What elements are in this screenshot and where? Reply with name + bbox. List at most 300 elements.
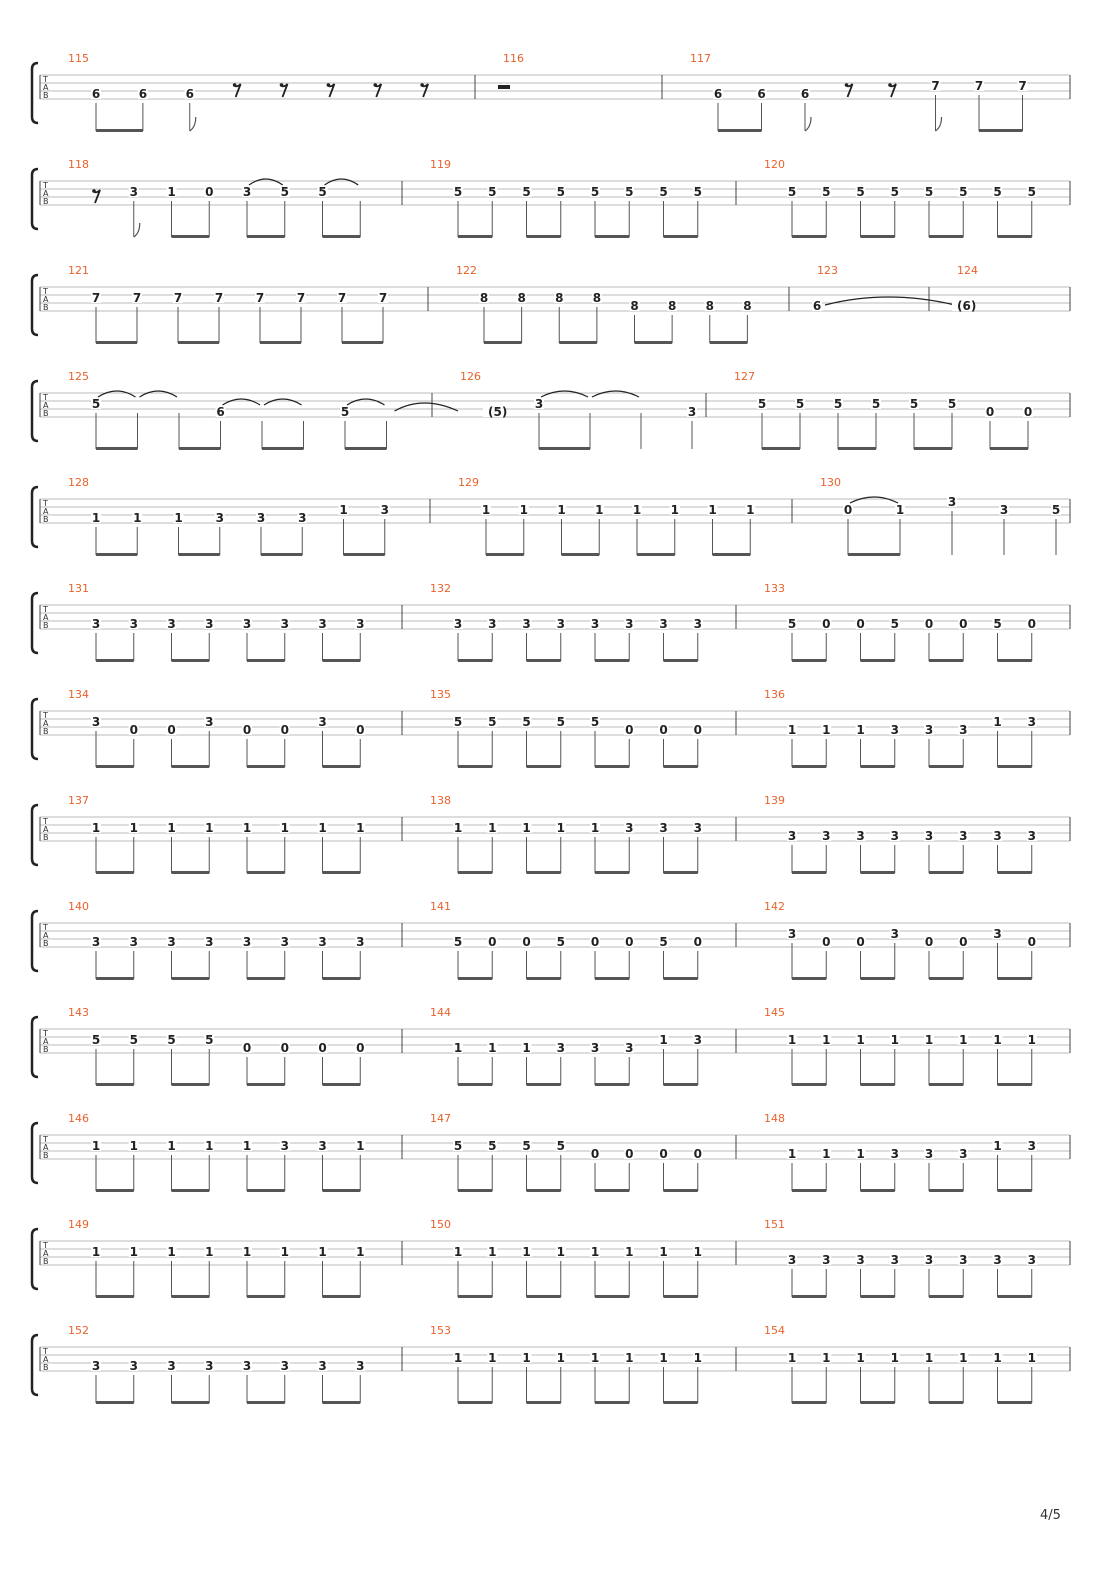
note-beam [323, 659, 361, 662]
system-bracket [32, 1335, 38, 1395]
fret-number: 0 [205, 185, 214, 199]
note-beam [861, 235, 895, 238]
measure-number: 151 [764, 1218, 785, 1231]
fret-number: 5 [924, 185, 934, 199]
tab-clef-letter: B [43, 621, 49, 630]
fret-number: 5 [693, 185, 702, 199]
fret-number: 1 [167, 185, 176, 199]
fret-number: 1 [693, 1245, 702, 1259]
measure-number: 117 [690, 52, 711, 65]
note-beam [595, 1295, 629, 1298]
measure-number: 145 [764, 1006, 785, 1019]
fret-number: 5 [659, 935, 668, 949]
note-beam [261, 553, 302, 556]
fret-number: 3 [924, 1253, 934, 1267]
system-bracket [32, 805, 38, 865]
fret-number: 5 [453, 935, 463, 949]
note-beam [486, 553, 524, 556]
fret-number: 1 [280, 821, 289, 835]
note-beam [664, 765, 698, 768]
measure-number: 125 [68, 370, 89, 383]
tab-clef-letter: B [43, 833, 49, 842]
note-beam [792, 659, 826, 662]
fret-number: 1 [91, 511, 101, 525]
fret-number: 5 [757, 397, 767, 411]
tie-arc [264, 399, 302, 405]
note-beam [247, 659, 285, 662]
fret-number: 3 [129, 935, 138, 949]
fret-number: 3 [822, 1253, 831, 1267]
fret-number: 3 [625, 821, 634, 835]
fret-number: 1 [625, 1245, 634, 1259]
fret-number: 5 [205, 1033, 214, 1047]
note-beam [260, 341, 301, 344]
fret-number: 5 [340, 405, 350, 419]
fret-number: 1 [129, 1139, 138, 1153]
note-beam [595, 1401, 629, 1404]
measure-number: 135 [430, 688, 451, 701]
measure-number: 129 [458, 476, 479, 489]
fret-number: 3 [993, 1253, 1002, 1267]
fret-number: 0 [985, 405, 995, 419]
note-beam [323, 1401, 361, 1404]
note-beam [718, 129, 762, 132]
fret-number: 1 [522, 1245, 531, 1259]
tie-arc [850, 497, 898, 503]
fret-number: 3 [453, 617, 463, 631]
measure-number: 131 [68, 582, 89, 595]
fret-number: 1 [993, 1033, 1002, 1047]
fret-number: 3 [1027, 829, 1036, 843]
measure-number: 153 [430, 1324, 451, 1337]
note-beam [172, 235, 210, 238]
fret-number: 3 [91, 935, 101, 949]
fret-number: 1 [632, 503, 642, 517]
fret-number: 1 [205, 1139, 214, 1153]
fret-number: 3 [318, 715, 327, 729]
tie-arc [347, 399, 385, 405]
fret-number: 3 [205, 935, 214, 949]
tab-system [32, 1006, 1070, 1086]
fret-number: 1 [133, 511, 142, 525]
fret-number: 3 [590, 617, 600, 631]
measure-number: 128 [68, 476, 89, 489]
fret-number: 6 [138, 87, 148, 101]
note-beam [792, 1083, 826, 1086]
note-beam [96, 447, 138, 450]
fret-number: 0 [129, 723, 138, 737]
fret-number: 1 [787, 1033, 797, 1047]
fret-number: 8 [479, 291, 489, 305]
measure-number: 150 [430, 1218, 451, 1231]
system-bracket [32, 911, 38, 971]
tie-arc [541, 391, 588, 397]
tab-system [32, 158, 1070, 238]
fret-number: 3 [356, 617, 365, 631]
note-beam [96, 129, 143, 132]
fret-number: 8 [517, 291, 526, 305]
fret-number: 1 [488, 1351, 497, 1365]
fret-number: 1 [746, 503, 755, 517]
fret-number: 1 [659, 1245, 668, 1259]
measure-number: 146 [68, 1112, 89, 1125]
fret-number: 0 [959, 617, 968, 631]
note-beam [929, 1083, 963, 1086]
rest-dot [280, 83, 284, 87]
measure-number: 122 [456, 264, 477, 277]
fret-number: 1 [659, 1351, 668, 1365]
tab-clef-letter: T [43, 1241, 48, 1250]
tie-arc [395, 403, 459, 411]
measure-number: 132 [430, 582, 451, 595]
note-beam [559, 341, 597, 344]
fret-number: 3 [890, 1147, 899, 1161]
fret-number: 8 [705, 299, 714, 313]
tie-arc [592, 391, 639, 397]
note-beam [96, 977, 134, 980]
fret-number: 3 [1027, 715, 1036, 729]
note-flag [936, 117, 942, 131]
fret-number: 1 [959, 1351, 968, 1365]
tab-system [32, 794, 1070, 874]
fret-number: 0 [488, 935, 497, 949]
note-beam [792, 765, 826, 768]
fret-number: 1 [356, 1245, 365, 1259]
fret-number: 6 [800, 87, 810, 101]
measure-number: 142 [764, 900, 785, 913]
fret-number: 3 [91, 1359, 101, 1373]
note-beam [710, 341, 748, 344]
fret-number: 3 [280, 1359, 289, 1373]
note-beam [458, 1401, 492, 1404]
fret-number: 3 [129, 617, 138, 631]
note-beam [998, 1189, 1032, 1192]
tab-clef-letter: T [43, 1135, 48, 1144]
note-beam [929, 871, 963, 874]
measure-number: 134 [68, 688, 89, 701]
note-beam [527, 659, 561, 662]
rest-dot [888, 83, 892, 87]
fret-number: 1 [959, 1033, 968, 1047]
fret-number: 5 [1051, 503, 1061, 517]
fret-number: 1 [453, 821, 463, 835]
note-beam [861, 659, 895, 662]
note-beam [664, 1189, 698, 1192]
fret-number: (5) [488, 405, 508, 419]
fret-number: 7 [974, 79, 984, 93]
note-beam [861, 1401, 895, 1404]
tab-clef-letter: B [43, 1363, 49, 1372]
tab-clef-letter: A [43, 507, 49, 516]
system-bracket [32, 1017, 38, 1077]
rest-dot [845, 83, 849, 87]
fret-number: 0 [242, 1041, 252, 1055]
fret-number: 1 [822, 1147, 831, 1161]
note-beam [527, 235, 561, 238]
measure-number: 138 [430, 794, 451, 807]
fret-number: 5 [167, 1033, 176, 1047]
fret-number: 3 [890, 829, 899, 843]
fret-number: 3 [1027, 1253, 1036, 1267]
fret-number: 3 [924, 1147, 934, 1161]
fret-number: 0 [1023, 405, 1033, 419]
fret-number: 5 [522, 185, 531, 199]
measure-number: 136 [764, 688, 785, 701]
fret-number: 3 [659, 821, 668, 835]
fret-number: 3 [167, 935, 176, 949]
fret-number: 0 [659, 723, 668, 737]
fret-number: 1 [856, 1147, 865, 1161]
rest-dot [420, 83, 424, 87]
fret-number: 1 [174, 511, 183, 525]
fret-number: 3 [91, 617, 101, 631]
note-beam [848, 553, 900, 556]
fret-number: 3 [590, 1041, 600, 1055]
fret-number: 0 [822, 617, 831, 631]
fret-number: 0 [1027, 617, 1036, 631]
fret-number: 5 [522, 715, 531, 729]
measure-number: 152 [68, 1324, 89, 1337]
note-beam [345, 447, 387, 450]
note-beam [247, 235, 285, 238]
note-beam [792, 1189, 826, 1192]
note-beam [595, 765, 629, 768]
fret-number: 3 [380, 503, 389, 517]
fret-number: 0 [822, 935, 831, 949]
fret-number: 1 [924, 1351, 934, 1365]
fret-number: 5 [556, 935, 565, 949]
note-beam [96, 1401, 134, 1404]
note-beam [527, 1401, 561, 1404]
fret-number: 7 [214, 291, 224, 305]
fret-number: 3 [167, 1359, 176, 1373]
fret-number: 5 [947, 397, 957, 411]
fret-number: 5 [129, 1033, 138, 1047]
fret-number: 3 [999, 503, 1009, 517]
fret-number: 5 [318, 185, 327, 199]
measure-number: 140 [68, 900, 89, 913]
fret-number: 3 [129, 185, 138, 199]
system-bracket [32, 275, 38, 335]
fret-number: 3 [205, 715, 214, 729]
fret-number: 3 [280, 935, 289, 949]
measure-number: 144 [430, 1006, 451, 1019]
tab-clef-letter: A [43, 189, 49, 198]
fret-number: 3 [167, 617, 176, 631]
note-beam [664, 235, 698, 238]
fret-number: 1 [129, 821, 138, 835]
note-beam [998, 871, 1032, 874]
fret-number: 1 [318, 821, 327, 835]
measure-number: 118 [68, 158, 89, 171]
system-bracket [32, 63, 38, 123]
tab-clef-letter: T [43, 923, 48, 932]
note-beam [458, 765, 492, 768]
tab-clef-letter: T [43, 181, 48, 190]
fret-number: 1 [91, 1139, 101, 1153]
fret-number: 1 [280, 1245, 289, 1259]
fret-number: 3 [215, 511, 224, 525]
note-beam [929, 235, 963, 238]
tab-clef-letter: B [43, 197, 49, 206]
fret-number: 1 [659, 1033, 668, 1047]
fret-number: 5 [488, 185, 497, 199]
fret-number: 8 [630, 299, 639, 313]
note-beam [179, 447, 221, 450]
tie-arc [98, 391, 136, 397]
fret-number: 5 [659, 185, 668, 199]
fret-number: 3 [556, 1041, 565, 1055]
fret-number: 5 [625, 185, 634, 199]
fret-number: 1 [488, 821, 497, 835]
tab-clef-letter: A [43, 1355, 49, 1364]
fret-number: 0 [959, 935, 968, 949]
fret-number: 1 [522, 1351, 531, 1365]
fret-number: 1 [481, 503, 491, 517]
fret-number: 6 [216, 405, 225, 419]
note-beam [861, 871, 895, 874]
note-beam [172, 1083, 210, 1086]
fret-number: 5 [488, 715, 497, 729]
measure-number: 154 [764, 1324, 785, 1337]
fret-number: 3 [856, 1253, 865, 1267]
tab-clef-letter: T [43, 393, 48, 402]
tab-clef-letter: A [43, 931, 49, 940]
fret-number: 3 [298, 511, 307, 525]
measure-number: 119 [430, 158, 451, 171]
fret-number: 3 [625, 1041, 634, 1055]
fret-number: 3 [205, 1359, 214, 1373]
note-beam [172, 871, 210, 874]
fret-number: 0 [924, 617, 934, 631]
fret-number: 3 [534, 397, 544, 411]
note-beam [179, 553, 220, 556]
note-beam [861, 1295, 895, 1298]
fret-number: 0 [167, 723, 176, 737]
tab-system [32, 1324, 1070, 1404]
fret-number: 1 [856, 723, 865, 737]
tab-clef-letter: B [43, 515, 49, 524]
measure-number: 121 [68, 264, 89, 277]
note-beam [484, 341, 522, 344]
note-beam [172, 765, 210, 768]
fret-number: 1 [595, 503, 604, 517]
tab-system [32, 582, 1070, 662]
fret-number: 5 [795, 397, 805, 411]
note-beam [96, 765, 134, 768]
fret-number: 5 [909, 397, 919, 411]
note-beam [96, 341, 137, 344]
note-beam [96, 1189, 134, 1192]
note-beam [247, 1189, 285, 1192]
fret-number: 0 [625, 723, 634, 737]
fret-number: 3 [693, 1033, 702, 1047]
note-beam [323, 765, 361, 768]
note-beam [262, 447, 304, 450]
fret-number: 1 [556, 1245, 565, 1259]
fret-number: 0 [856, 617, 865, 631]
system-bracket [32, 1229, 38, 1289]
fret-number: 3 [947, 495, 957, 509]
fret-number: 5 [453, 715, 463, 729]
note-beam [664, 871, 698, 874]
fret-number: 0 [625, 935, 634, 949]
fret-number: 3 [488, 617, 497, 631]
note-beam [713, 553, 751, 556]
fret-number: 1 [167, 1139, 176, 1153]
fret-number: 0 [625, 1147, 634, 1161]
note-beam [458, 1083, 492, 1086]
tab-system [32, 900, 1070, 980]
fret-number: 3 [959, 1147, 968, 1161]
fret-number: 5 [522, 1139, 531, 1153]
fret-number: 1 [453, 1245, 463, 1259]
fret-number: 0 [659, 1147, 668, 1161]
note-beam [998, 765, 1032, 768]
note-beam [458, 1295, 492, 1298]
tab-system [32, 1218, 1070, 1298]
measure-number: 120 [764, 158, 785, 171]
note-beam [458, 977, 492, 980]
note-beam [458, 235, 492, 238]
note-flag [134, 223, 140, 237]
fret-number: 3 [356, 935, 365, 949]
fret-number: 3 [242, 935, 252, 949]
fret-number: 0 [1027, 935, 1036, 949]
fret-number: 3 [318, 1139, 327, 1153]
fret-number: 1 [993, 1139, 1002, 1153]
fret-number: 1 [556, 1351, 565, 1365]
note-beam [96, 871, 134, 874]
fret-number: 0 [280, 1041, 289, 1055]
note-beam [562, 553, 600, 556]
fret-number: 3 [787, 927, 797, 941]
fret-number: 1 [787, 1147, 797, 1161]
fret-number: 5 [280, 185, 289, 199]
fret-number: 5 [833, 397, 843, 411]
fret-number: 1 [356, 1139, 365, 1153]
fret-number: 3 [318, 935, 327, 949]
note-beam [998, 235, 1032, 238]
tab-system [32, 370, 1070, 450]
note-beam [527, 1295, 561, 1298]
fret-number: 3 [924, 723, 934, 737]
fret-number: 5 [822, 185, 831, 199]
fret-number: 1 [693, 1351, 702, 1365]
note-beam [247, 977, 285, 980]
note-beam [172, 1189, 210, 1192]
fret-number: 5 [91, 397, 101, 411]
note-beam [323, 1295, 361, 1298]
fret-number: 8 [592, 291, 602, 305]
note-beam [595, 659, 629, 662]
fret-number: 1 [590, 821, 600, 835]
page-number: 4/5 [1040, 1508, 1061, 1523]
fret-number: 3 [856, 829, 865, 843]
fret-number: 7 [173, 291, 183, 305]
measure-number: 147 [430, 1112, 451, 1125]
fret-number: 3 [356, 1359, 365, 1373]
fret-number: 1 [91, 1245, 101, 1259]
tie-arc [249, 179, 283, 185]
fret-number: 5 [890, 617, 899, 631]
note-beam [323, 1189, 361, 1192]
fret-number: 5 [590, 185, 600, 199]
fret-number: 7 [255, 291, 265, 305]
measure-number: 141 [430, 900, 451, 913]
fret-number: 3 [959, 829, 968, 843]
fret-number: 1 [488, 1041, 497, 1055]
